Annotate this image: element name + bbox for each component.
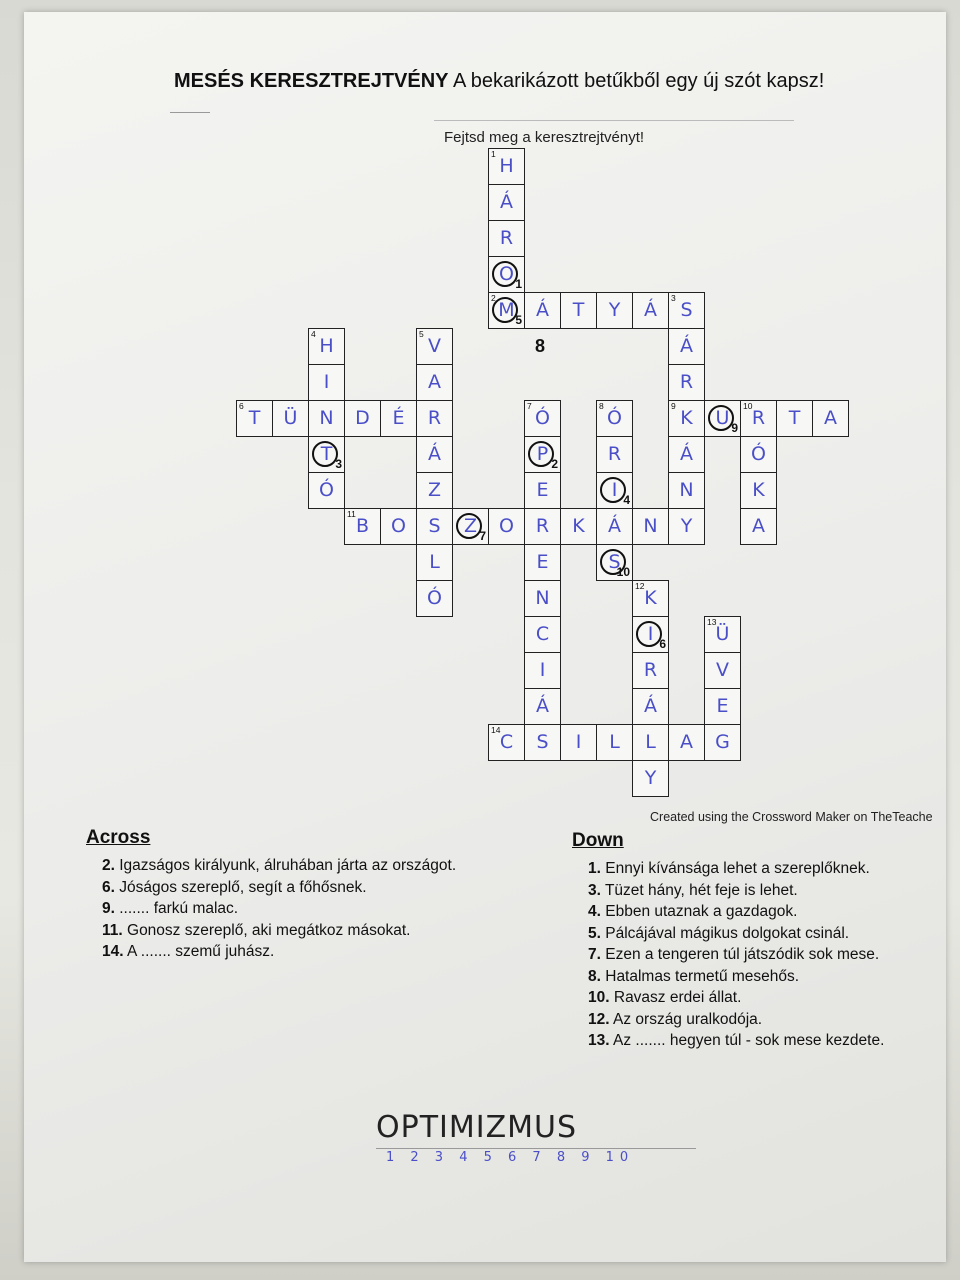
grid-cell [416,580,453,617]
handwritten-mark-8: 8 [535,336,546,356]
cell-number: 8 [599,401,604,411]
clue-text: ....... farkú malac. [114,900,239,917]
clue-number: 12. [588,1010,610,1028]
grid-cell [416,328,453,365]
solution-numbers: 1 2 3 4 5 6 7 8 9 10 [386,1150,635,1165]
cell-letter: R [643,659,658,681]
cell-letter: R [607,443,622,465]
cell-letter: S [428,515,441,537]
grid-cell [560,292,597,329]
cell-letter: O [499,263,514,285]
cell-letter: Á [644,299,657,321]
cell-letter: E [716,695,729,717]
clue-number: 13. [588,1032,610,1049]
cell-letter: K [644,587,657,609]
grid-cell [668,436,705,473]
cell-letter: S [536,731,549,753]
grid-cell [308,472,345,509]
cell-letter: R [427,407,442,429]
cell-letter: R [499,227,514,249]
circle-index: 7 [479,529,486,543]
grid-cell [740,472,777,509]
grid-cell [524,724,561,761]
cell-letter: S [608,551,621,573]
grid-cell [668,400,705,437]
cell-letter: I [323,371,330,393]
cell-number: 3 [671,293,676,303]
clue-number: 7. [588,946,601,963]
cell-letter: Á [644,695,657,717]
cell-letter: N [679,479,694,501]
cell-letter: L [429,551,440,573]
down-clue [572,1030,884,1052]
cell-letter: U [715,407,730,429]
grid-cell [668,364,705,401]
circle-index: 10 [616,565,630,579]
grid-cell [488,508,525,545]
grid-cell [596,472,633,509]
grid-cell [668,724,705,761]
clue-number: 14. [102,943,124,960]
clue-number: 1. [588,860,601,877]
clue-text: A ....... szemű juhász. [123,943,275,960]
grid-cell [524,580,561,617]
grid-cell [344,508,381,545]
clue-text: Ravasz erdei állat. [609,989,742,1006]
cell-number: 7 [527,401,532,411]
clue-number: 10. [588,989,610,1006]
solution-word: OPTIMIZMUS [376,1110,578,1145]
grid-cell [488,148,525,185]
grid-cell [596,724,633,761]
down-clue [572,858,884,880]
grid-cell [488,220,525,257]
cell-letter: É [392,407,405,429]
circled-letter-mark [708,405,734,431]
grid-cell [596,436,633,473]
grid-cell [704,724,741,761]
cell-letter: L [609,731,620,753]
cell-letter: M [498,299,515,321]
across-clue-list [86,855,456,963]
cell-letter: Á [500,191,513,213]
cell-letter: K [572,515,585,537]
across-clues [86,827,456,963]
grid-cell [380,508,417,545]
clue-text: Ebben utaznak a gazdagok. [600,903,798,920]
cell-letter: C [499,731,514,753]
cell-letter: Ó [607,407,622,429]
cell-letter: S [680,299,693,321]
cell-number: 13 [707,617,717,627]
cell-letter: N [319,407,334,429]
clue-number: 4. [588,903,601,920]
grid-cell [632,616,669,653]
cell-letter: G [715,731,730,753]
clue-number: 11. [102,921,123,939]
grid-cell [488,256,525,293]
cell-letter: O [391,515,406,537]
down-clue [572,1009,884,1031]
grid-cell [704,688,741,725]
circled-letter-mark [492,297,518,323]
worksheet-paper [24,12,946,1262]
down-clue [572,944,884,966]
clue-text: Tüzet hány, hét feje is lehet. [600,881,798,899]
circle-index: 2 [551,457,558,471]
circled-letter-mark [456,513,482,539]
cell-letter: T [572,299,585,321]
cell-letter: R [679,371,694,393]
grid-cell [704,616,741,653]
grid-cell [704,652,741,689]
cell-number: 5 [419,329,424,339]
cell-letter: Á [536,695,549,717]
grid-cell [632,652,669,689]
grid-cell [416,436,453,473]
clue-text: Gonosz szereplő, aki megátkoz másokat. [122,921,411,939]
circled-letter-mark [312,441,338,467]
across-clue [86,920,456,942]
cell-letter: R [535,515,550,537]
grid-cell [596,400,633,437]
cell-letter: Á [428,443,441,465]
grid-cell [524,292,561,329]
grid-cell [560,724,597,761]
clue-text: Jóságos szereplő, segít a főhősnek. [114,878,367,896]
page-subtitle: Fejtsd meg a keresztrejtvényt! [444,129,645,146]
clue-text: Hatalmas termetű mesehős. [600,967,800,985]
grid-cell [416,544,453,581]
grid-cell [632,760,669,797]
grid-cell [668,328,705,365]
clue-text: Ennyi kívánsága lehet a szereplőknek. [600,860,870,877]
down-clue-list [572,858,884,1052]
circled-letter-mark [600,477,626,503]
grid-cell [524,688,561,725]
clue-number: 8. [588,967,601,985]
clue-text: Igazságos királyunk, álruhában járta az országot. [114,857,457,874]
cell-letter: A [752,515,765,537]
cell-letter: I [647,623,654,645]
cell-letter: Y [608,299,621,321]
cell-letter: Ó [319,479,334,501]
cell-number: 14 [491,725,501,735]
grid-cell [776,400,813,437]
grid-cell [740,508,777,545]
grid-cell [740,436,777,473]
grid-cell [596,292,633,329]
clue-number: 3. [588,881,601,899]
cell-number: 1 [491,149,496,159]
cell-letter: E [536,551,549,573]
grid-cell [344,400,381,437]
cell-letter: I [611,479,618,501]
across-clue [86,877,456,899]
across-clue [86,941,456,963]
circle-index: 6 [659,637,666,651]
cell-letter: Ó [751,443,766,465]
cell-letter: T [248,407,261,429]
cell-letter: Á [536,299,549,321]
cell-number: 10 [743,401,753,411]
cell-number: 4 [311,329,316,339]
cell-letter: E [536,479,549,501]
solution-line [376,1148,696,1149]
circle-index: 5 [515,313,522,327]
cell-letter: Y [680,515,693,537]
clue-text: Pálcájával mágikus dolgokat csinál. [600,924,850,942]
cell-letter: Á [680,335,693,357]
grid-cell [308,364,345,401]
grid-cell [416,508,453,545]
cell-number: 2 [491,293,496,303]
cell-letter: A [680,731,693,753]
grid-cell [524,472,561,509]
page-header [174,70,824,93]
cell-letter: Y [644,767,657,789]
cell-letter: Ü [283,407,298,429]
down-clue [572,966,884,988]
page-title: MESÉS KERESZTREJTVÉNY [174,70,449,92]
grid-cell [596,508,633,545]
cell-letter: Ó [427,587,442,609]
grid-cell [668,508,705,545]
cell-letter: Á [680,443,693,465]
cell-letter: B [355,515,370,537]
grid-cell [488,292,525,329]
circle-index: 9 [731,421,738,435]
grid-cell [488,724,525,761]
circle-index: 1 [515,277,522,291]
grid-cell [524,616,561,653]
grid-cell [632,508,669,545]
down-clue [572,987,884,1009]
header-underline [170,112,210,113]
cell-letter: N [535,587,550,609]
grid-cell [380,400,417,437]
header-rule [434,120,794,121]
down-heading: Down [572,830,624,851]
clue-number: 5. [588,924,601,942]
clue-text: Az ....... hegyen túl - sok mese kezdete. [609,1032,885,1049]
down-clue [572,880,884,902]
clue-number: 9. [102,900,115,917]
cell-letter: L [645,731,656,753]
grid-cell [632,580,669,617]
cell-number: 6 [239,401,244,411]
circled-letter-mark [528,441,554,467]
grid-cell [524,544,561,581]
grid-cell [632,688,669,725]
down-clues [572,830,884,1052]
grid-cell [560,508,597,545]
grid-cell [416,400,453,437]
grid-cell [812,400,849,437]
grid-cell [524,652,561,689]
clue-number: 6. [102,878,115,896]
down-clue [572,901,884,923]
cell-letter: Á [608,515,621,537]
credit-line: Created using the Crossword Maker on TheTeache [650,810,933,824]
down-clue [572,923,884,945]
cell-letter: V [716,659,729,681]
circle-index: 4 [623,493,630,507]
page-instruction: A bekarikázott betűkből egy új szót kapsz! [452,70,825,92]
cell-letter: D [355,407,370,429]
cell-letter: Z [463,515,478,537]
across-heading: Across [86,827,151,848]
cell-letter: H [499,155,514,177]
grid-cell [416,364,453,401]
grid-cell [668,292,705,329]
grid-cell [524,436,561,473]
grid-cell [524,400,561,437]
cell-letter: O [499,515,514,537]
across-clue [86,898,456,920]
cell-letter: I [539,659,546,681]
cell-number: 9 [671,401,676,411]
clue-text: Ezen a tengeren túl játszódik sok mese. [600,946,880,963]
grid-cell [416,472,453,509]
grid-cell [632,724,669,761]
cell-letter: A [428,371,441,393]
grid-cell [740,400,777,437]
grid-cell [308,436,345,473]
cell-letter: I [575,731,582,753]
cell-letter: C [535,623,550,645]
cell-letter: P [536,443,549,465]
cell-letter: Ó [535,407,550,429]
cell-letter: T [788,407,801,429]
across-clue [86,855,456,877]
grid-cell [704,400,741,437]
cell-number: 11 [347,509,356,519]
grid-cell [596,544,633,581]
grid-cell [272,400,309,437]
cell-letter: Ü [715,623,730,645]
grid-cell [524,508,561,545]
cell-letter: H [319,335,334,357]
grid-cell [308,400,345,437]
cell-number: 12 [635,581,645,591]
circled-letter-mark [636,621,662,647]
clue-number: 2. [102,857,115,874]
cell-letter: T [320,443,333,465]
grid-cell [668,472,705,509]
grid-cell [632,292,669,329]
grid-cell [488,184,525,221]
cell-letter: Z [427,479,442,501]
clue-text: Az ország uralkodója. [609,1010,763,1028]
circle-index: 3 [335,457,342,471]
cell-letter: K [752,479,765,501]
grid-cell [452,508,489,545]
cell-letter: N [643,515,658,537]
grid-cell [236,400,273,437]
cell-letter: A [824,407,837,429]
cell-letter: K [680,407,693,429]
cell-letter: R [751,407,766,429]
grid-cell [308,328,345,365]
circled-letter-mark [492,261,518,287]
cell-letter: V [428,335,441,357]
